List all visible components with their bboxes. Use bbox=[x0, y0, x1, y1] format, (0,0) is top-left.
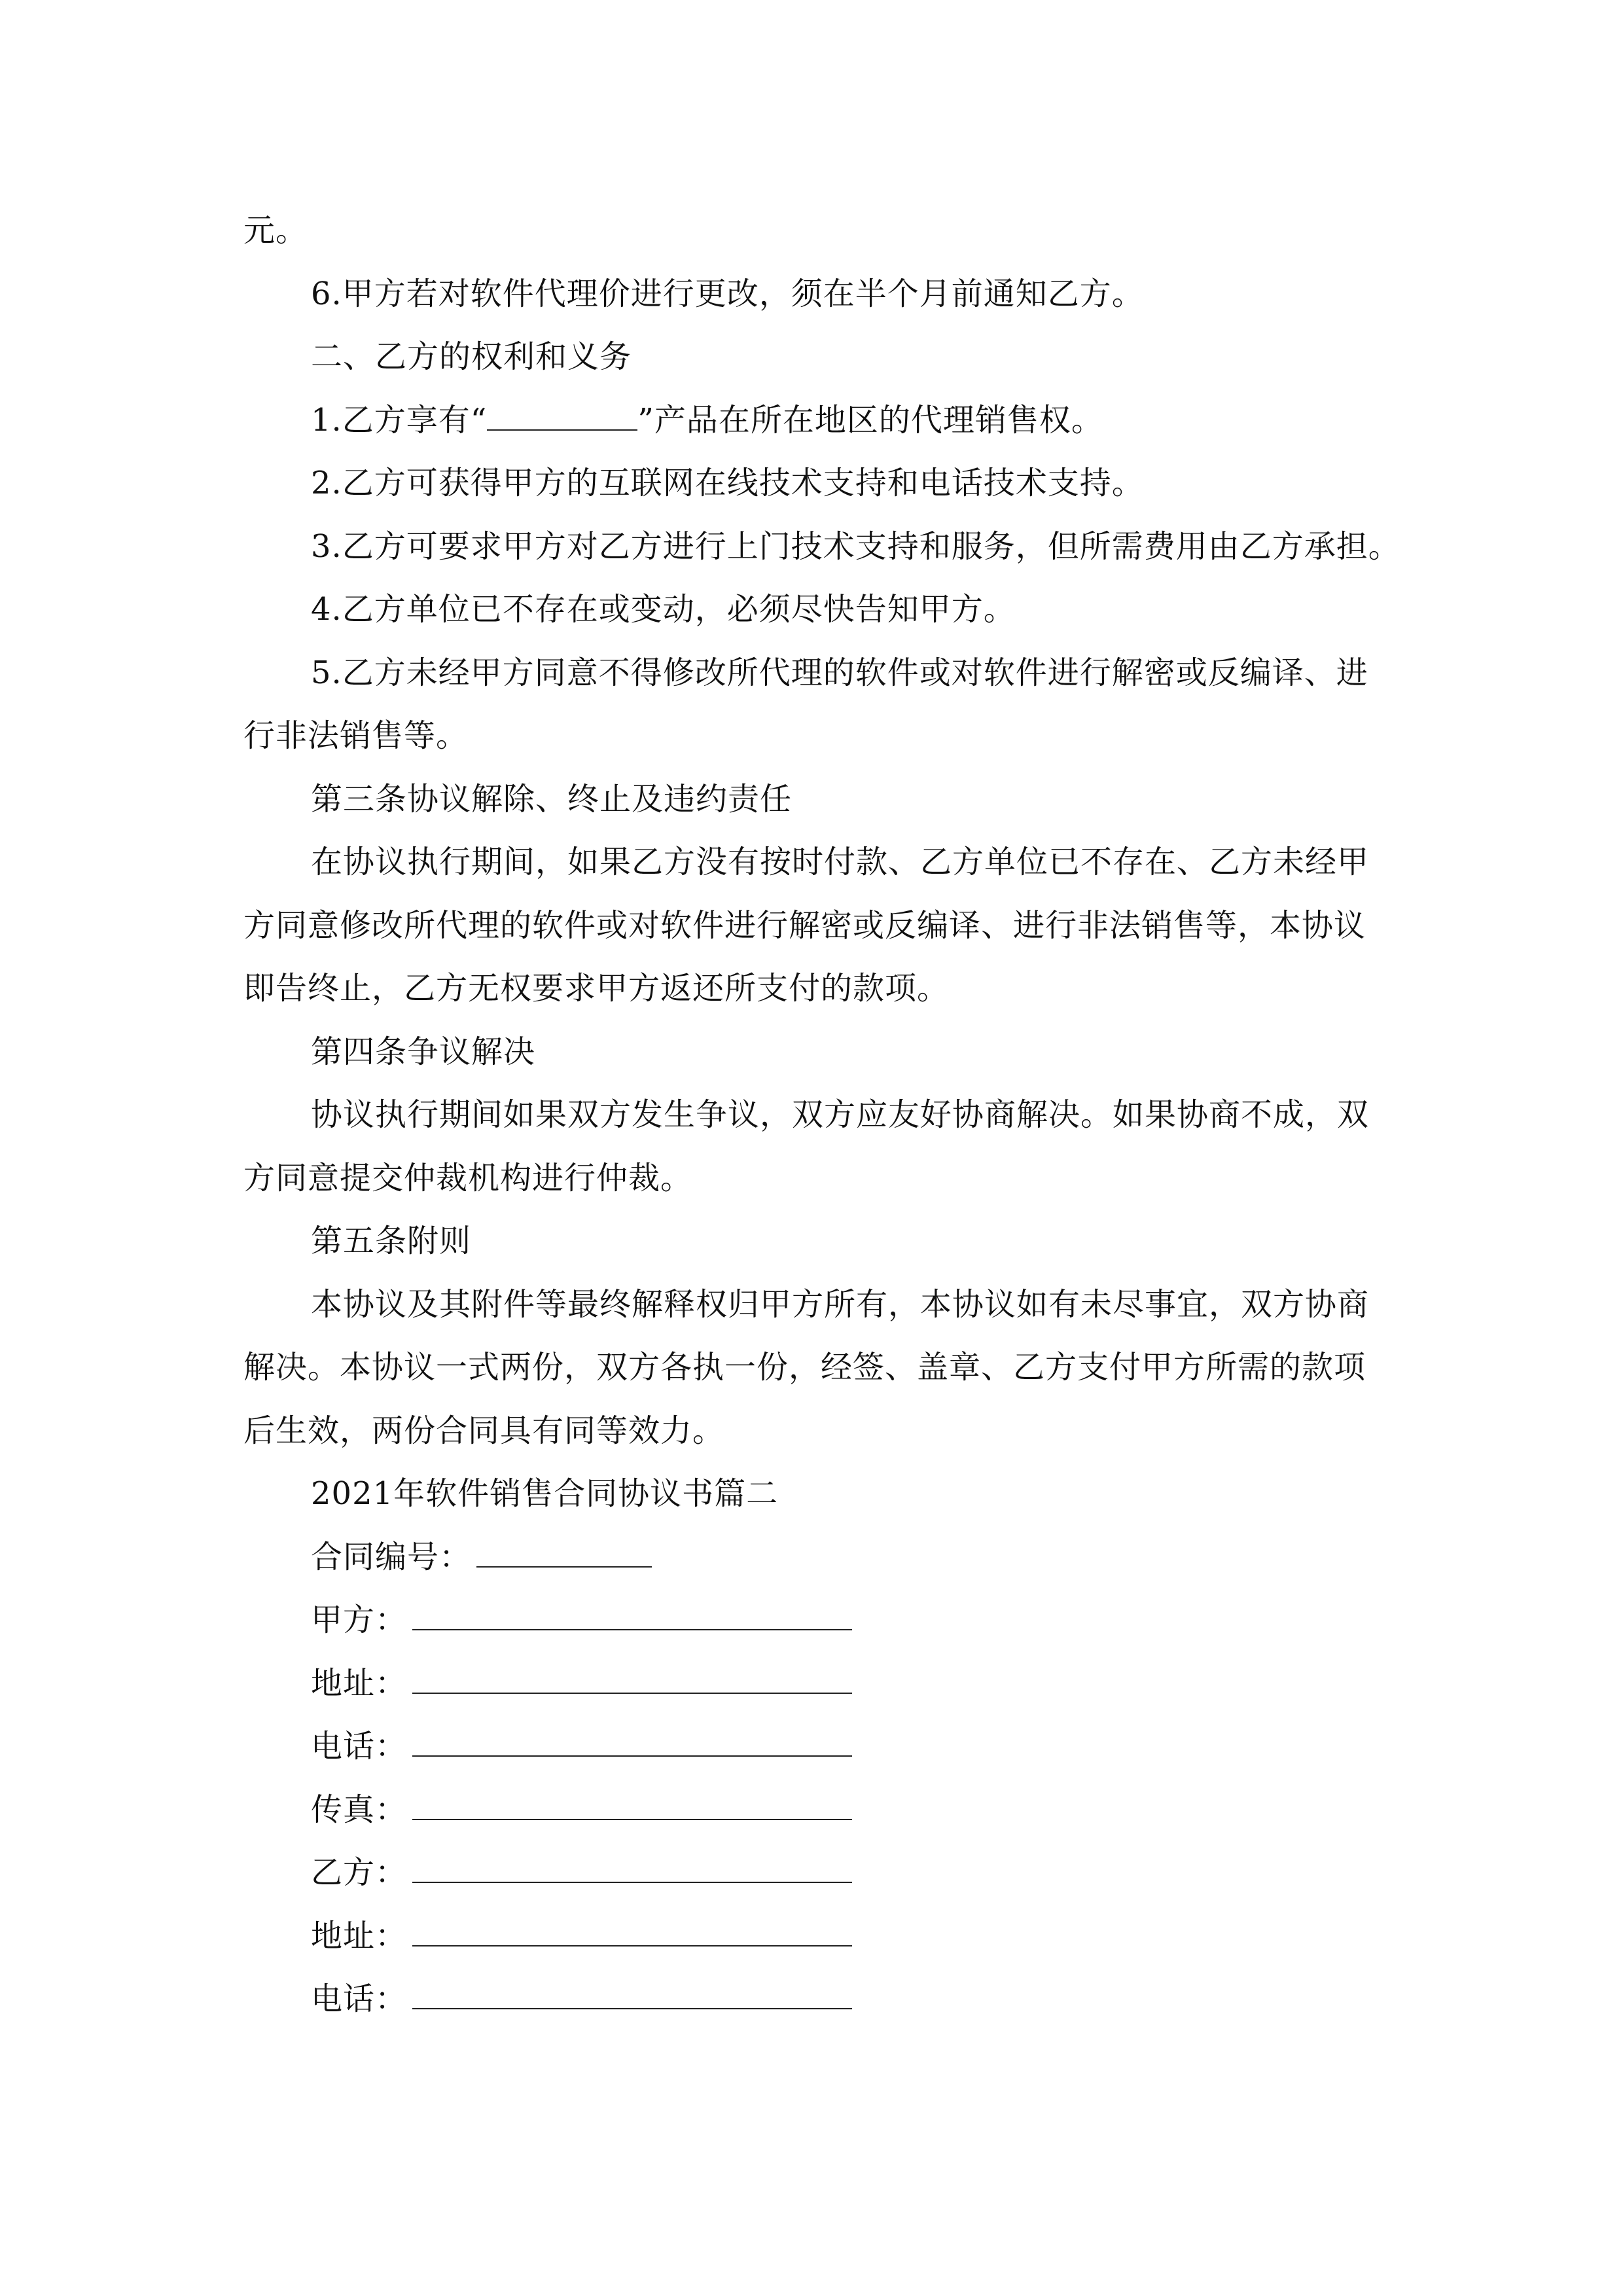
field-label: 地址： bbox=[311, 1918, 408, 1954]
party-a-fax-field bbox=[311, 1789, 852, 1831]
party-a-phone-blank bbox=[412, 1729, 852, 1757]
field-label: 电话： bbox=[311, 1981, 408, 2017]
party-b-field bbox=[311, 1852, 852, 1893]
clause-item: 3.乙方可要求甲方对乙方进行上门技术支持和服务，但所需费用由乙方承担。 bbox=[311, 528, 1400, 565]
party-a-phone-field bbox=[311, 1725, 852, 1767]
clause-item: 6.甲方若对软件代理价进行更改，须在半个月前通知乙方。 bbox=[311, 276, 1144, 312]
field-label: 电话： bbox=[311, 1728, 408, 1765]
contract-number-blank bbox=[476, 1540, 652, 1568]
party-a-field bbox=[311, 1599, 852, 1641]
party-b-address-blank bbox=[412, 1919, 852, 1946]
clause-text: ”产品在所在地区的代理销售权。 bbox=[637, 402, 1103, 439]
product-name-blank bbox=[487, 403, 637, 431]
party-b-phone-blank bbox=[412, 1982, 852, 2009]
party-a-blank bbox=[412, 1603, 852, 1630]
party-a-fax-blank bbox=[412, 1793, 852, 1820]
field-label: 乙方： bbox=[311, 1854, 408, 1891]
clause-item: 2.乙方可获得甲方的互联网在线技术支持和电话技术支持。 bbox=[311, 465, 1144, 501]
clause-text: 1.乙方享有“ bbox=[311, 402, 488, 439]
party-b-address-field bbox=[311, 1915, 852, 1957]
article-heading: 第四条争议解决 bbox=[311, 1033, 536, 1070]
party-b-phone-field bbox=[311, 1978, 852, 2020]
party-b-blank bbox=[412, 1856, 852, 1883]
field-label: 传真： bbox=[311, 1791, 408, 1828]
paragraph-line: 方同意修改所代理的软件或对软件进行解密或反编译、进行非法销售等，本协议 bbox=[243, 907, 1366, 944]
contract-number-field bbox=[311, 1536, 652, 1578]
paragraph-line: 方同意提交仲裁机构进行仲裁。 bbox=[243, 1160, 693, 1196]
document-subtitle: 2021年软件销售合同协议书篇二 bbox=[311, 1475, 779, 1512]
paragraph-line: 后生效，两份合同具有同等效力。 bbox=[243, 1412, 725, 1449]
paragraph-line: 即告终止，乙方无权要求甲方返还所支付的款项。 bbox=[243, 970, 950, 1007]
clause-item bbox=[311, 399, 1103, 441]
field-label: 地址： bbox=[311, 1665, 408, 1702]
paragraph-line: 本协议及其附件等最终解释权归甲方所有，本协议如有未尽事宜，双方协商 bbox=[311, 1286, 1370, 1323]
party-a-address-blank bbox=[412, 1666, 852, 1694]
party-a-address-field bbox=[311, 1662, 852, 1704]
field-label: 合同编号： bbox=[311, 1539, 472, 1575]
clause-item: 5.乙方未经甲方同意不得修改所代理的软件或对软件进行解密或反编译、进 bbox=[311, 655, 1368, 691]
clause-item: 4.乙方单位已不存在或变动，必须尽快告知甲方。 bbox=[311, 591, 1016, 628]
article-heading: 第五条附则 bbox=[311, 1223, 472, 1259]
field-label: 甲方： bbox=[311, 1602, 408, 1638]
paragraph-line: 在协议执行期间，如果乙方没有按时付款、乙方单位已不存在、乙方未经甲 bbox=[311, 844, 1370, 880]
paragraph-line: 行非法销售等。 bbox=[243, 717, 469, 754]
article-heading: 第三条协议解除、终止及违约责任 bbox=[311, 781, 793, 817]
paragraph-line: 元。 bbox=[243, 212, 308, 249]
paragraph-line: 协议执行期间如果双方发生争议，双方应友好协商解决。如果协商不成，双 bbox=[311, 1096, 1370, 1133]
section-heading: 二、乙方的权利和义务 bbox=[311, 338, 632, 375]
paragraph-line: 解决。本协议一式两份，双方各执一份，经签、盖章、乙方支付甲方所需的款项 bbox=[243, 1349, 1366, 1386]
